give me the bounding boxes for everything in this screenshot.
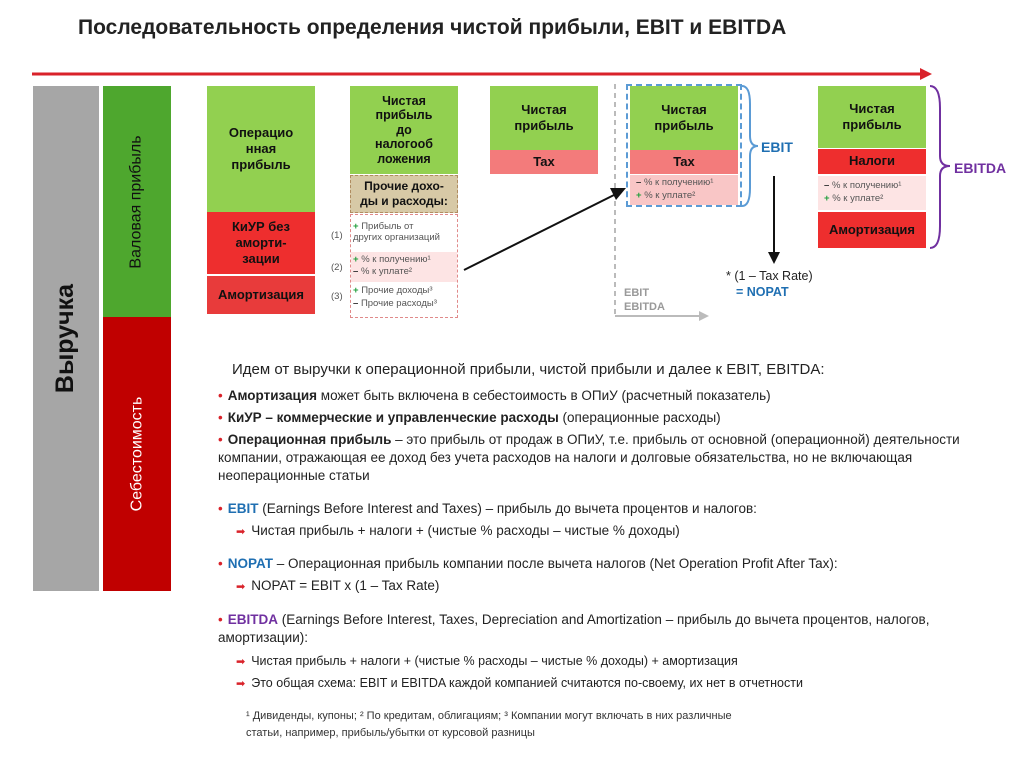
ebitda-label: EBITDA [954,160,1007,176]
nopat-formula: * (1 – Tax Rate) = NOPAT [726,269,813,300]
ebitda-definition: • EBITDA (Earnings Before Interest, Taxes, Depreciation and Amortization – прибыль до вычета процентов, налогов, амортизации): [218,611,978,647]
tax-box-ebitda: Налоги [818,149,926,174]
interest-box-ebitda: – % к получению¹ + % к уплате² [818,176,926,210]
marker-1: (1) [331,230,343,241]
tax-box-ebit: Tax [630,150,738,174]
page-title: Последовательность определения чистой прибыли, EBIT и EBITDA [78,16,787,39]
net-profit-box-ebit: Чистая прибыль [630,86,738,150]
item-other-income: + Прочие доходы³ – Прочие расходы³ [353,285,437,310]
bullet-operating-profit: • Операционная прибыль – это прибыль от продаж в ОПиУ, т.е. прибыль от основной (операционной) деятельности компании, отражающая ее доход без учета расходов на налоги и долговые обязательства, но не включающая неоперационные статьи [218,431,980,486]
nopat-arrow [764,176,784,266]
gross-profit-label: Валовая прибыль [128,134,145,269]
ebitda-note: ➡ Это общая схема: EBIT и EBITDA каждой компанией считаются по-своему, их нет в отчетности [236,676,803,690]
bullet-amortization: • Амортизация может быть включена в себестоимость в ОПиУ (расчетный показатель) [218,387,978,405]
item-interest: + % к получению¹ – % к уплате² [351,252,457,282]
revenue-label: Выручка [51,283,80,394]
marker-2: (2) [331,262,343,273]
intro-text: Идем от выручки к операционной прибыли, чистой прибыли и далее к EBIT, EBITDA: [232,361,825,378]
ebit-formula: ➡ Чистая прибыль + налоги + (чистые % расходы – чистые % доходы) [236,523,680,538]
ebitda-formula: ➡ Чистая прибыль + налоги + (чистые % расходы – чистые % доходы) + амортизация [236,654,738,668]
ebitda-brace [928,84,952,250]
marker-3: (3) [331,291,343,302]
nopat-definition: • NOPAT – Операционная прибыль компании после вычета налогов (Net Operation Profit After Tax): [218,555,978,573]
operating-profit-box: Операцио нная прибыль [207,86,315,212]
kiur-box: КиУР без аморти- зации [207,212,315,274]
nopat-formula-text: ➡ NOPAT = EBIT x (1 – Tax Rate) [236,578,440,593]
amortization-box: Амортизация [207,276,315,314]
net-profit-box: Чистая прибыль [490,86,598,150]
other-income-box: Прочие дохо- ды и расходы: [350,175,458,213]
amortization-box-ebitda: Амортизация [818,212,926,248]
gross-profit-column [103,86,171,317]
axis-labels: EBIT EBITDA [624,287,665,313]
item-other-orgs: + Прибыль от других организаций [353,221,440,243]
ebit-definition: • EBIT (Earnings Before Interest and Taxes) – прибыль до вычета процентов и налогов: [218,500,978,518]
ebit-brace [740,84,760,208]
net-profit-box-ebitda: Чистая прибыль [818,86,926,148]
revenue-column [33,86,99,591]
footnote: ¹ Дивиденды, купоны; ² По кредитам, облигациям; ³ Компании могут включать в них различные статьи, например, прибыль/убытки от курсовой разницы [246,710,732,739]
interest-box-ebit: – % к получению¹ + % к уплате² [630,175,738,205]
cost-column [103,317,171,591]
interest-arrow [460,180,630,280]
tax-box: Tax [490,150,598,174]
cost-label: Себестоимость [128,396,146,512]
bullet-kiur: • КиУР – коммерческие и управленческие расходы (операционные расходы) [218,409,978,427]
top-arrow [32,66,934,82]
pretax-profit-box: Чистая прибыль до налогооб ложения [350,86,458,174]
ebit-label: EBIT [761,139,793,155]
